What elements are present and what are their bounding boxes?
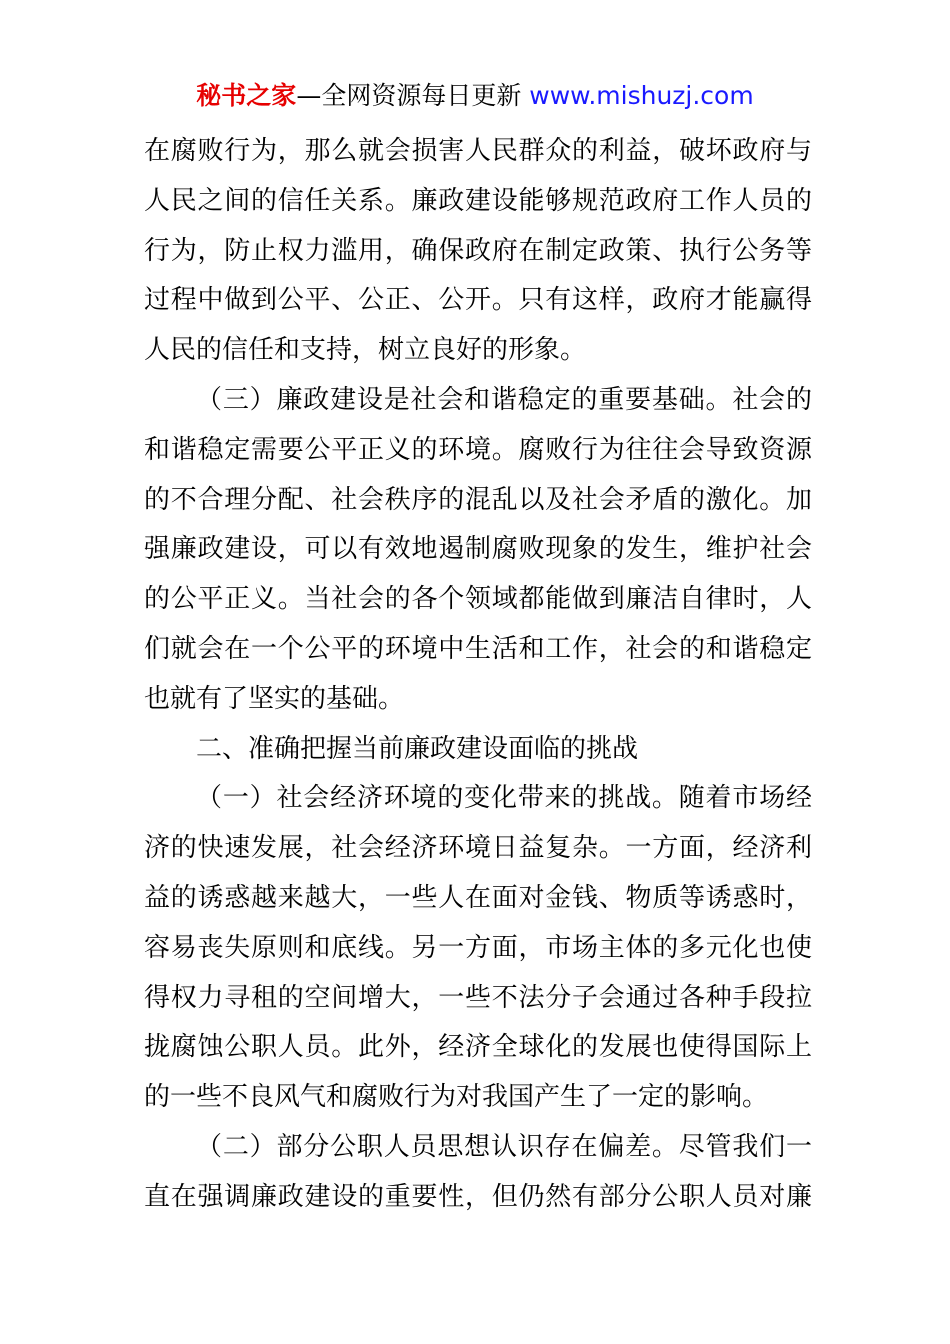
body-line: 强廉政建设，可以有效地遏制腐败现象的发生，维护社会: [144, 534, 812, 565]
body-line: 和谐稳定需要公平正义的环境。腐败行为往往会导致资源: [144, 434, 812, 465]
body-line: 们就会在一个公平的环境中生活和工作，社会的和谐稳定: [144, 633, 812, 664]
header-url-link[interactable]: www.mishuzj.com: [529, 81, 754, 110]
body-line: 拢腐蚀公职人员。此外，经济全球化的发展也使得国际上: [144, 1032, 812, 1063]
body-line: 的公平正义。当社会的各个领域都能做到廉洁自律时，人: [144, 584, 812, 615]
body-line: 济的快速发展，社会经济环境日益复杂。一方面，经济利: [144, 833, 812, 864]
header-brand: 秘书之家: [196, 81, 297, 110]
body-line: 容易丧失原则和底线。另一方面，市场主体的多元化也使: [144, 932, 812, 963]
body-line: （二）部分公职人员思想认识存在偏差。尽管我们一: [196, 1131, 812, 1162]
body-line: 益的诱惑越来越大，一些人在面对金钱、物质等诱惑时，: [144, 882, 812, 913]
body-line: 过程中做到公平、公正、公开。只有这样，政府才能赢得: [144, 285, 812, 316]
document-body: [144, 127, 812, 1223]
section-heading: 二、准确把握当前廉政建设面临的挑战: [196, 733, 639, 764]
header-tagline: —全网资源每日更新: [296, 81, 522, 110]
body-line: 也就有了坚实的基础。: [144, 683, 405, 714]
body-line: 人民的信任和支持，树立良好的形象。: [144, 335, 587, 366]
body-line: 得权力寻租的空间增大，一些不法分子会通过各种手段拉: [144, 982, 812, 1013]
page-header: [0, 78, 950, 114]
body-line: 行为，防止权力滥用，确保政府在制定政策、执行公务等: [144, 235, 812, 266]
body-line: 直在强调廉政建设的重要性，但仍然有部分公职人员对廉: [144, 1181, 812, 1212]
body-line: 人民之间的信任关系。廉政建设能够规范政府工作人员的: [144, 185, 812, 216]
body-line: 的不合理分配、社会秩序的混乱以及社会矛盾的激化。加: [144, 484, 812, 515]
body-line: （一）社会经济环境的变化带来的挑战。随着市场经: [196, 783, 812, 814]
body-line: （三）廉政建设是社会和谐稳定的重要基础。社会的: [196, 384, 812, 415]
body-line: 在腐败行为，那么就会损害人民群众的利益，破坏政府与: [144, 136, 812, 166]
body-line: 的一些不良风气和腐败行为对我国产生了一定的影响。: [144, 1082, 769, 1113]
